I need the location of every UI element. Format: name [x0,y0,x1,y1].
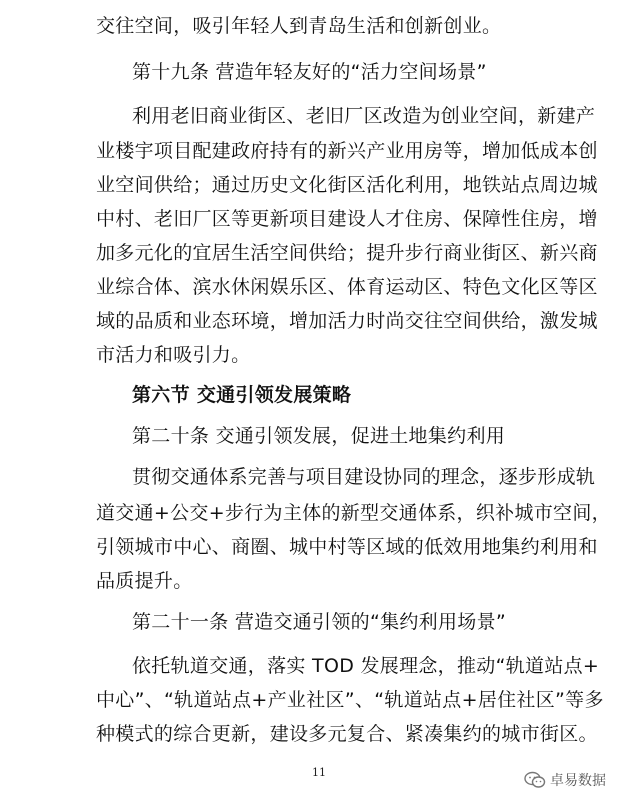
body-line: 中村、老旧厂区等更新项目建设人才住房、保障性住房，增 [96,208,598,230]
body-line: 引领城市中心、商圈、城中村等区域的低效用地集约利用和 [96,536,598,558]
body-line: 种模式的综合更新，建设多元复合、紧凑集约的城市街区。 [96,723,598,745]
body-line: 品质提升。 [96,570,193,592]
body-line: 加多元化的宜居生活空间供给；提升步行商业街区、新兴商 [96,242,598,264]
body-line: 依托轨道交通，落实 TOD 发展理念，推动“轨道站点+ [132,655,600,677]
body-line: 贯彻交通体系完善与项目建设协同的理念，逐步形成轨 [132,466,596,488]
body-line: 市活力和吸引力。 [96,344,251,366]
page-number: 11 [312,766,326,779]
article-heading: 第二十一条 营造交通引领的“集约利用场景” [132,611,507,633]
body-line: 道交通+公交+步行为主体的新型交通体系，织补城市空间， [96,502,611,524]
body-line: 业楼宇项目配建政府持有的新兴产业用房等，增加低成本创 [96,140,598,162]
article-heading: 第十九条 营造年轻友好的“活力空间场景” [132,61,487,83]
body-line: 利用老旧商业街区、老旧厂区改造为创业空间，新建产 [132,105,596,127]
body-line: 域的品质和业态环境，增加活力时尚交往空间供给，激发城 [96,310,598,332]
body-line: 业综合体、滨水休闲娱乐区、体育运动区、特色文化区等区 [96,276,598,298]
body-line: 业空间供给；通过历史文化街区活化利用，地铁站点周边城 [96,174,598,196]
body-line: 中心”、“轨道站点+产业社区”、“轨道站点+居住社区”等多 [96,689,604,711]
watermark [524,770,606,790]
watermark-text: 卓易数据 [550,773,606,789]
article-heading: 第二十条 交通引领发展，促进土地集约利用 [132,425,506,447]
section-heading: 第六节 交通引领发展策略 [132,384,352,406]
body-line: 交往空间，吸引年轻人到青岛生活和创新创业。 [96,15,502,37]
wechat-icon [524,771,546,789]
